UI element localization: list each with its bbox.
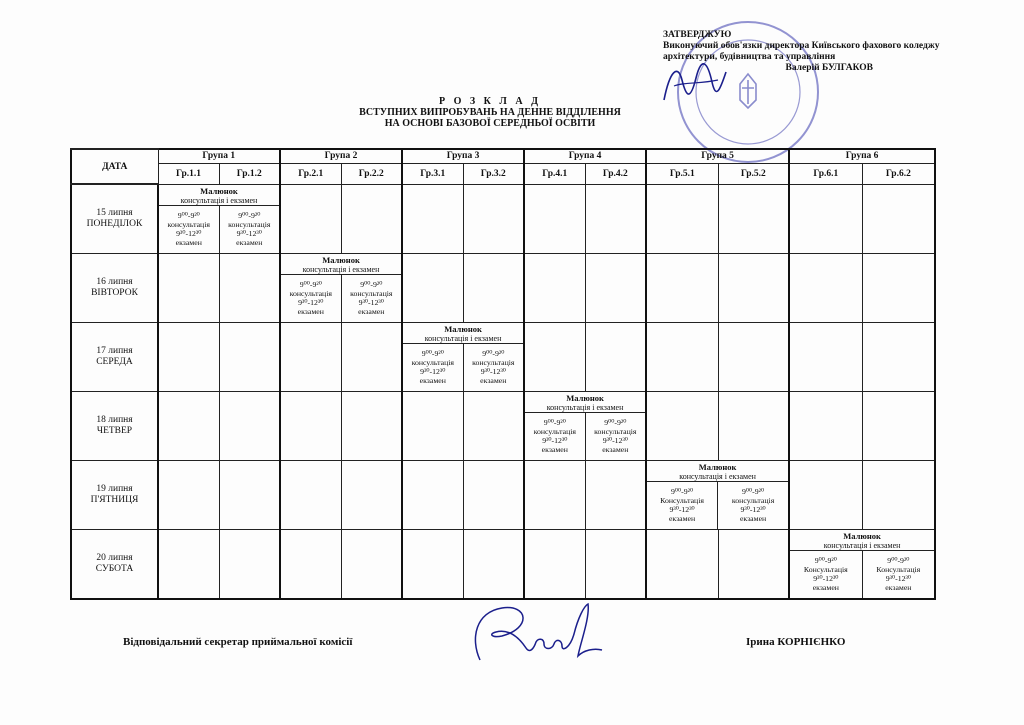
- secretary-signature: [462, 598, 607, 670]
- day-row: [71, 184, 935, 253]
- consult-time: 9⁰⁰-9²⁰: [482, 349, 505, 358]
- empty-cell: [463, 253, 524, 322]
- exam-label: екзамен: [541, 445, 568, 454]
- empty-cell: [789, 184, 862, 253]
- group-header: Група 5: [646, 149, 789, 163]
- subgroup-header: Гр.4.1: [524, 163, 585, 184]
- empty-cell: [463, 184, 524, 253]
- exam-split: [403, 344, 523, 391]
- exam-subgroup-slot: [281, 275, 341, 322]
- consult-label: консультація: [228, 220, 271, 229]
- title-line3: НА ОСНОВІ БАЗОВОЇ СЕРЕДНЬОЇ ОСВІТИ: [384, 118, 596, 129]
- exam-subject: Малюнок: [322, 254, 360, 265]
- group-header: Група 2: [280, 149, 402, 163]
- exam-time: 9³⁰-12³⁰: [236, 229, 262, 238]
- approval-role-line1: Виконуючий обов'язки директора Київського фахового коледжу: [663, 41, 940, 51]
- day-weekday: ПОНЕДІЛОК: [86, 218, 143, 229]
- consult-time: 9⁰⁰-9²⁰: [360, 280, 383, 289]
- consult-label: Консультація: [876, 565, 921, 574]
- consult-time: 9⁰⁰-9²⁰: [671, 487, 694, 496]
- day-cell: [71, 529, 158, 599]
- empty-cell: [280, 391, 341, 460]
- consult-time: 9⁰⁰-9²⁰: [814, 556, 837, 565]
- subgroup-header: Гр.6.2: [862, 163, 935, 184]
- exam-cell: [789, 529, 935, 599]
- exam-mode: консультація і екзамен: [403, 334, 523, 344]
- subgroup-header: Гр.1.2: [219, 163, 280, 184]
- empty-cell: [463, 460, 524, 529]
- exam-block: [525, 392, 645, 460]
- consult-label: консультація: [411, 358, 454, 367]
- exam-label: екзамен: [297, 307, 324, 316]
- empty-cell: [219, 529, 280, 599]
- exam-time: 9³⁰-12³⁰: [480, 367, 506, 376]
- consult-label: консультація: [594, 427, 637, 436]
- subgroup-header: Гр.3.2: [463, 163, 524, 184]
- empty-cell: [463, 529, 524, 599]
- exam-time: 9³⁰-12³⁰: [740, 505, 766, 514]
- exam-label: екзамен: [602, 445, 629, 454]
- exam-label: екзамен: [175, 238, 202, 247]
- subgroup-header: Гр.3.1: [402, 163, 463, 184]
- approval-block: [663, 30, 1008, 74]
- day-row: [71, 322, 935, 391]
- exam-time: 9³⁰-12³⁰: [298, 298, 324, 307]
- empty-cell: [158, 322, 219, 391]
- exam-split: [647, 482, 788, 529]
- day-cell: [71, 184, 158, 253]
- exam-time: 9³⁰-12³⁰: [176, 229, 202, 238]
- subgroup-header: Гр.1.1: [158, 163, 219, 184]
- group-header: Група 1: [158, 149, 280, 163]
- day-date: 19 липня: [96, 483, 133, 494]
- approval-signatory: Валерій БУЛГАКОВ: [785, 63, 873, 73]
- day-date: 15 липня: [96, 207, 133, 218]
- empty-cell: [789, 253, 862, 322]
- exam-split: [281, 275, 401, 322]
- exam-label: екзамен: [480, 376, 507, 385]
- empty-cell: [158, 529, 219, 599]
- exam-mode: консультація і екзамен: [525, 403, 645, 413]
- exam-subgroup-slot: [219, 206, 280, 253]
- exam-label: екзамен: [812, 583, 839, 592]
- empty-cell: [219, 391, 280, 460]
- empty-cell: [402, 184, 463, 253]
- exam-label: екзамен: [885, 583, 912, 592]
- exam-time: 9³⁰-12³⁰: [542, 436, 568, 445]
- group-header: Група 3: [402, 149, 524, 163]
- consult-time: 9⁰⁰-9²⁰: [543, 418, 566, 427]
- exam-block: [790, 530, 934, 598]
- empty-cell: [524, 460, 585, 529]
- consult-label: консультація: [167, 220, 210, 229]
- day-weekday: СЕРЕДА: [96, 356, 133, 367]
- schedule-table: [70, 148, 936, 600]
- exam-mode: консультація і екзамен: [790, 541, 934, 551]
- exam-label: екзамен: [236, 238, 263, 247]
- consult-time: 9⁰⁰-9²⁰: [742, 487, 765, 496]
- empty-cell: [463, 391, 524, 460]
- exam-block: [647, 461, 788, 529]
- empty-cell: [524, 253, 585, 322]
- subgroup-header: Гр.2.2: [341, 163, 402, 184]
- empty-cell: [402, 253, 463, 322]
- empty-cell: [341, 460, 402, 529]
- consult-label: консультація: [731, 496, 775, 505]
- empty-cell: [341, 529, 402, 599]
- exam-label: екзамен: [358, 307, 385, 316]
- empty-cell: [585, 253, 646, 322]
- empty-cell: [158, 391, 219, 460]
- exam-subject: Малюнок: [566, 392, 604, 403]
- empty-cell: [585, 184, 646, 253]
- empty-cell: [862, 184, 935, 253]
- consult-time: 9⁰⁰-9²⁰: [238, 211, 261, 220]
- day-row: [71, 529, 935, 599]
- group-header: Група 4: [524, 149, 646, 163]
- empty-cell: [158, 460, 219, 529]
- empty-cell: [585, 322, 646, 391]
- exam-time: 9³⁰-12³⁰: [885, 574, 911, 583]
- empty-cell: [280, 460, 341, 529]
- empty-cell: [585, 460, 646, 529]
- exam-subgroup-slot: [463, 344, 524, 391]
- empty-cell: [280, 322, 341, 391]
- exam-subject: Малюнок: [843, 530, 881, 541]
- day-weekday: ВІВТОРОК: [91, 287, 138, 298]
- empty-cell: [862, 322, 935, 391]
- day-cell: [71, 460, 158, 529]
- day-weekday: ЧЕТВЕР: [96, 425, 133, 436]
- consult-time: 9⁰⁰-9²⁰: [887, 556, 910, 565]
- secretary-name: Ірина КОРНІЄНКО: [746, 636, 846, 648]
- exam-subgroup-slot: [862, 551, 935, 598]
- day-cell: [71, 253, 158, 322]
- consult-time: 9⁰⁰-9²⁰: [604, 418, 627, 427]
- empty-cell: [402, 529, 463, 599]
- exam-mode: консультація і екзамен: [647, 472, 788, 482]
- subgroup-header: Гр.5.2: [718, 163, 789, 184]
- empty-cell: [219, 253, 280, 322]
- title-line2: ВСТУПНИХ ВИПРОБУВАНЬ НА ДЕННЕ ВІДДІЛЕННЯ: [359, 107, 621, 118]
- exam-time: 9³⁰-12³⁰: [813, 574, 839, 583]
- subgroup-header: Гр.4.2: [585, 163, 646, 184]
- exam-subgroup-slot: [585, 413, 646, 460]
- empty-cell: [862, 391, 935, 460]
- exam-subject: Малюнок: [200, 185, 238, 196]
- exam-subject: Малюнок: [444, 323, 482, 334]
- consult-label: консультація: [350, 289, 393, 298]
- empty-cell: [341, 184, 402, 253]
- consult-label: консультація: [533, 427, 577, 436]
- day-date: 16 липня: [96, 276, 133, 287]
- empty-cell: [789, 391, 862, 460]
- approval-heading: ЗАТВЕРДЖУЮ: [663, 30, 732, 40]
- empty-cell: [646, 529, 718, 599]
- day-row: [71, 460, 935, 529]
- empty-cell: [585, 529, 646, 599]
- day-row: [71, 253, 935, 322]
- day-row: [71, 391, 935, 460]
- empty-cell: [789, 460, 862, 529]
- empty-cell: [402, 391, 463, 460]
- exam-label: екзамен: [668, 514, 696, 523]
- subgroup-header: Гр.5.1: [646, 163, 718, 184]
- exam-mode: консультація і екзамен: [159, 196, 279, 206]
- empty-cell: [158, 253, 219, 322]
- exam-cell: [158, 184, 280, 253]
- exam-subgroup-slot: [341, 275, 402, 322]
- exam-block: [281, 254, 401, 322]
- exam-mode: консультація і екзамен: [281, 265, 401, 275]
- empty-cell: [341, 391, 402, 460]
- consult-time: 9⁰⁰-9²⁰: [421, 349, 444, 358]
- exam-split: [525, 413, 645, 460]
- empty-cell: [789, 322, 862, 391]
- day-date: 20 липня: [96, 552, 133, 563]
- exam-cell: [524, 391, 646, 460]
- empty-cell: [219, 460, 280, 529]
- day-weekday: СУБОТА: [95, 563, 134, 574]
- day-cell: [71, 391, 158, 460]
- exam-cell: [280, 253, 402, 322]
- exam-block: [159, 185, 279, 253]
- exam-subgroup-slot: [525, 413, 585, 460]
- empty-cell: [718, 391, 789, 460]
- consult-label: консультація: [472, 358, 515, 367]
- title-line1: Р О З К Л А Д: [439, 96, 541, 107]
- empty-cell: [219, 322, 280, 391]
- exam-subgroup-slot: [403, 344, 463, 391]
- empty-cell: [718, 184, 789, 253]
- day-date: 17 липня: [96, 345, 133, 356]
- empty-cell: [862, 253, 935, 322]
- subgroup-header: Гр.6.1: [789, 163, 862, 184]
- empty-cell: [524, 529, 585, 599]
- approval-role-line2: архітектури, будівництва та управління: [663, 52, 836, 62]
- day-date: 18 липня: [96, 414, 133, 425]
- empty-cell: [280, 184, 341, 253]
- day-weekday: П'ЯТНИЦЯ: [90, 494, 139, 505]
- empty-cell: [646, 253, 718, 322]
- exam-split: [159, 206, 279, 253]
- empty-cell: [341, 322, 402, 391]
- consult-time: 9⁰⁰-9²⁰: [177, 211, 200, 220]
- empty-cell: [718, 322, 789, 391]
- empty-cell: [280, 529, 341, 599]
- exam-time: 9³⁰-12³⁰: [420, 367, 446, 376]
- empty-cell: [862, 460, 935, 529]
- empty-cell: [646, 184, 718, 253]
- empty-cell: [718, 529, 789, 599]
- empty-cell: [524, 322, 585, 391]
- day-cell: [71, 322, 158, 391]
- exam-time: 9³⁰-12³⁰: [358, 298, 384, 307]
- consult-time: 9⁰⁰-9²⁰: [299, 280, 322, 289]
- exam-subgroup-slot: [647, 482, 717, 529]
- exam-split: [790, 551, 934, 598]
- document-title: [300, 96, 680, 129]
- exam-subgroup-slot: [159, 206, 219, 253]
- group-header: Група 6: [789, 149, 935, 163]
- consult-label: Консультація: [660, 496, 704, 505]
- consult-label: Консультація: [803, 565, 848, 574]
- exam-label: екзамен: [739, 514, 767, 523]
- exam-subgroup-slot: [717, 482, 788, 529]
- exam-block: [403, 323, 523, 391]
- secretary-role: Відповідальний секретар приймальної комісії: [123, 636, 353, 648]
- exam-cell: [402, 322, 524, 391]
- consult-label: консультація: [289, 289, 332, 298]
- exam-time: 9³⁰-12³⁰: [669, 505, 695, 514]
- exam-subject: Малюнок: [698, 461, 737, 472]
- exam-subgroup-slot: [790, 551, 862, 598]
- empty-cell: [646, 322, 718, 391]
- empty-cell: [718, 253, 789, 322]
- exam-label: екзамен: [419, 376, 446, 385]
- date-header: ДАТА: [71, 149, 158, 184]
- exam-cell: [646, 460, 789, 529]
- exam-time: 9³⁰-12³⁰: [602, 436, 628, 445]
- subgroup-header: Гр.2.1: [280, 163, 341, 184]
- empty-cell: [646, 391, 718, 460]
- empty-cell: [402, 460, 463, 529]
- empty-cell: [524, 184, 585, 253]
